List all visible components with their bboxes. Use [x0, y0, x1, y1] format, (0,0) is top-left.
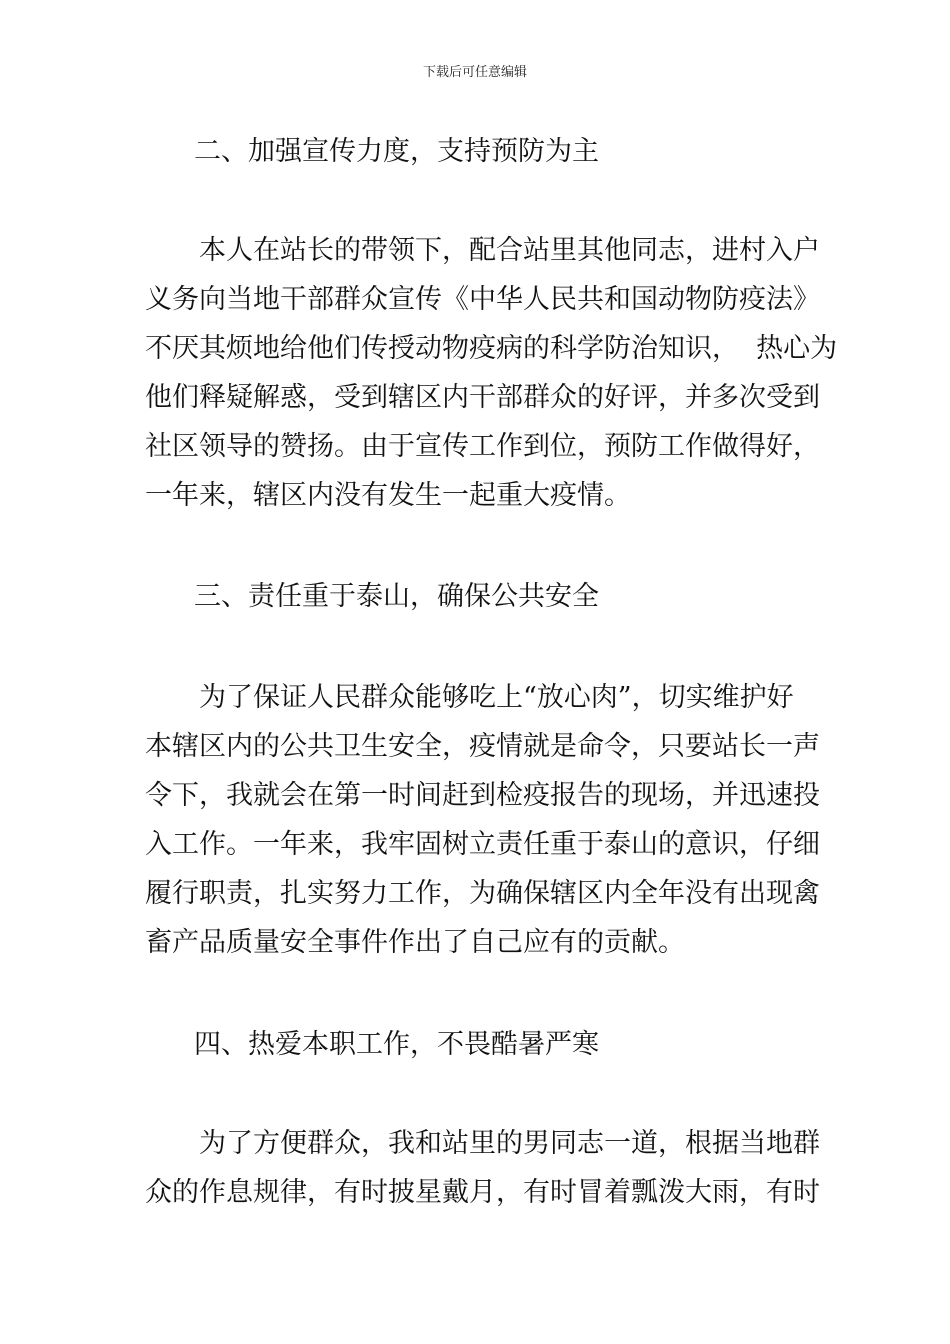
paragraph-line: 履行职责，扎实努力工作，为确保辖区内全年没有出现禽: [145, 878, 820, 909]
page-header: 下载后可任意编辑: [422, 65, 527, 80]
section-paragraph-1: [145, 226, 838, 520]
paragraph-line: 为了保证人民群众能够吃上“放心肉”，切实维护好: [145, 682, 794, 713]
section-paragraph-3: [145, 1119, 820, 1217]
section-heading-2: 三、责任重于泰山，确保公共安全: [194, 581, 599, 612]
section-paragraph-2: [145, 673, 820, 967]
paragraph-line: 本人在站长的带领下，配合站里其他同志，进村入户: [145, 235, 820, 266]
paragraph-line: 畜产品质量安全事件作出了自己应有的贡献。: [145, 927, 685, 958]
paragraph-line: 社区领导的赞扬。由于宣传工作到位，预防工作做得好，: [145, 431, 820, 462]
paragraph-line: 为了方便群众，我和站里的男同志一道，根据当地群: [145, 1128, 820, 1159]
paragraph-line: 本辖区内的公共卫生安全，疫情就是命令，只要站长一声: [145, 731, 820, 762]
paragraph-line: 义务向当地干部群众宣传《中华人民共和国动物防疫法》: [145, 284, 820, 315]
paragraph-line: 入工作。一年来，我牢固树立责任重于泰山的意识，仔细: [145, 829, 820, 860]
section-heading-1: 二、加强宣传力度，支持预防为主: [194, 136, 599, 167]
paragraph-line: 令下，我就会在第一时间赶到检疫报告的现场，并迅速投: [145, 780, 820, 811]
paragraph-line: 一年来，辖区内没有发生一起重大疫情。: [145, 480, 631, 511]
paragraph-line: 他们释疑解惑，受到辖区内干部群众的好评，并多次受到: [145, 382, 820, 413]
paragraph-line: 不厌其烦地给他们传授动物疫病的科学防治知识， 热心为: [145, 333, 838, 364]
section-heading-3: 四、热爱本职工作，不畏酷暑严寒: [194, 1029, 599, 1060]
paragraph-line: 众的作息规律，有时披星戴月，有时冒着瓢泼大雨，有时: [145, 1177, 820, 1208]
